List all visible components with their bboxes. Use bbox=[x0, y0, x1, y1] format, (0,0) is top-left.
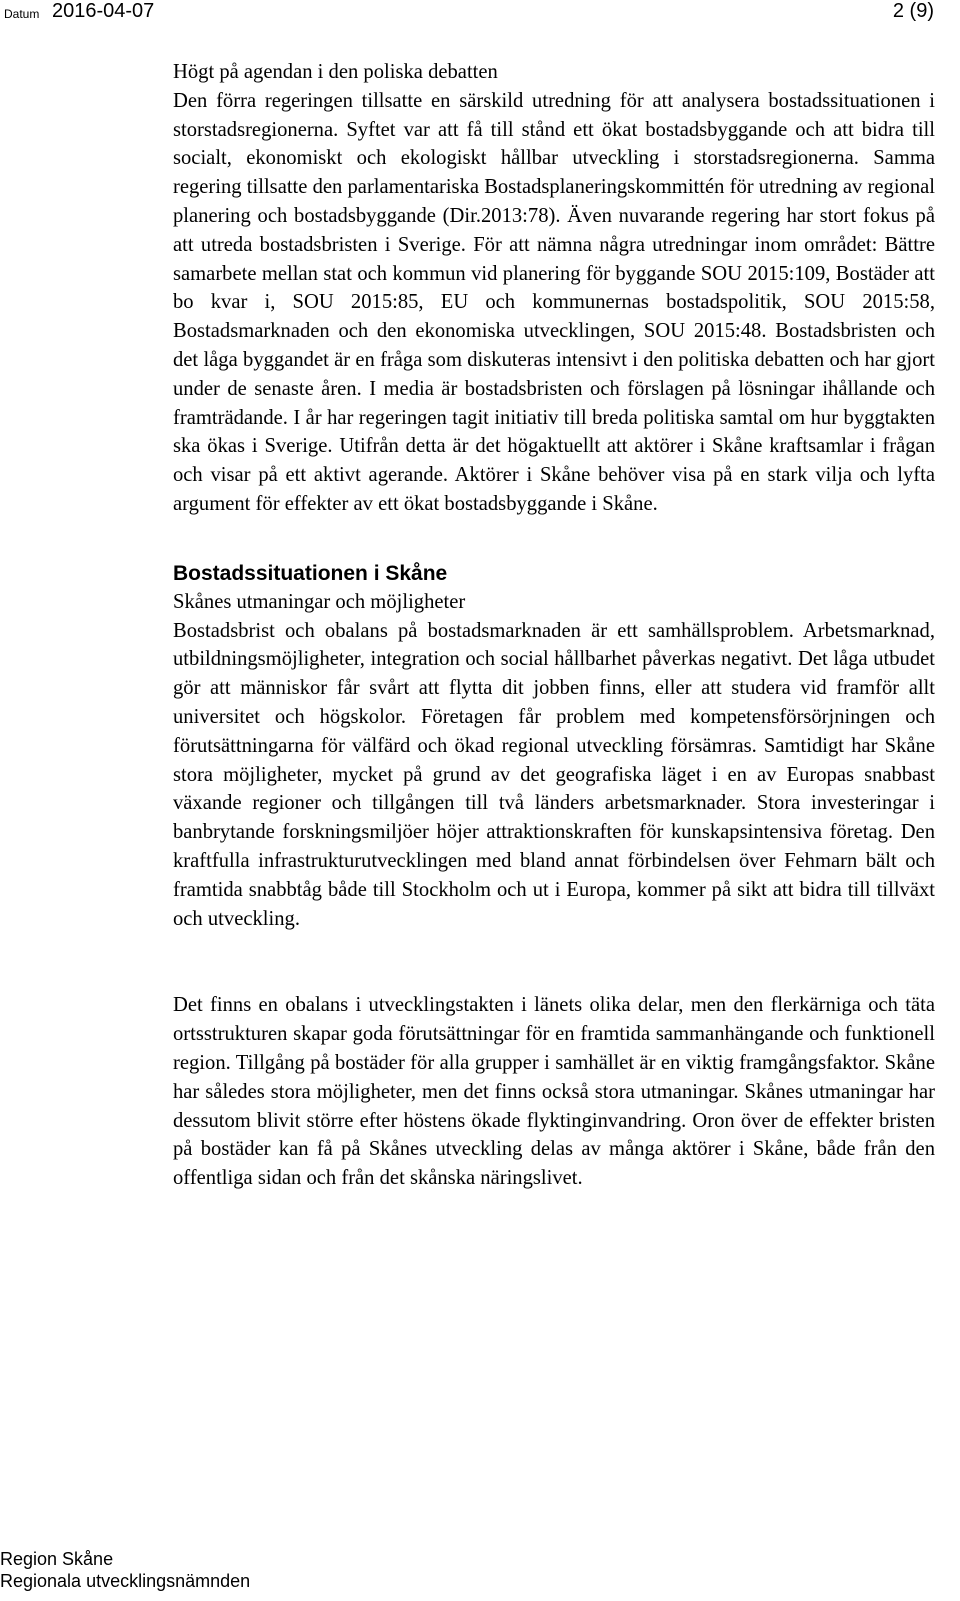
section-paragraph: Bostadsbrist och obalans på bostadsmarknaden är ett samhällsproblem. Arbetsmarknad, utbildningsmöjligheter, integration och social hållbarhet påverkas negativt. Det låga utbudet gör att människor får svårt att flytta dit jobben finns, eller att studera vid framför allt universitet och högskolor. Företagen får problem med kompetensförsörjningen och förutsättningarna för välfärd och ökad regional utveckling försämras. Samtidigt har Skåne stora möjligheter, mycket på grund av det geografiska läget i en av Europas snabbast växande regioner och tillgången till två länders arbetsmarknader. Stora investeringar i banbrytande forskningsmiljöer höjer attraktionskraften för kunskapsintensiva företag. Den kraftfulla infrastrukturutvecklingen med bland annat förbindelsen över Fehmarn bält och framtida snabbtåg både till Stockholm och ut i Europa, kommer på sikt att bidra till tillväxt och utveckling. bbox=[173, 619, 935, 930]
section-title: Högt på agendan i den poliska debatten bbox=[173, 61, 498, 83]
section-subtitle: Skånes utmaningar och möjligheter bbox=[173, 590, 466, 613]
page-footer bbox=[0, 1548, 250, 1592]
footer-department: Regionala utvecklingsnämnden bbox=[0, 1571, 251, 1591]
section-paragraph: Den förra regeringen tillsatte en särskild utredning för att analysera bostadssituationen i storstadsregionerna. Syftet var att få till stånd ett ökat bostadsbyggande och att bidra till socialt, ekonomiskt och ekologiskt hållbar utveckling i storstadsregionerna. Samma regering tillsatte den parlamentariska Bostadsplaneringskommittén för utredning av regional planering och bostadsbyggande (Dir.2013:78). Även nuvarande regering har stort fokus på att utreda bostadsbristen i Sverige. För att nämna några utredningar inom området: Bättre samarbete mellan stat och kommun vid planering för byggande SOU 2015:109, Bostäder att bo kvar i, SOU 2015:85, EU och kommunernas bostadspolitik, SOU 2015:58, Bostadsmarknaden och den ekonomiska utvecklingen, SOU 2015:48. Bostadsbristen och det låga byggandet är en fråga som diskuteras intensivt i den politiska debatten och har gjort under de senaste åren. I media är bostadsbristen och förslagen på lösningar ihållande och framträdande. I år har regeringen tagit initiativ till breda politiska samtal om hur byggtakten ska ökas i Sverige. Utifrån detta är det högaktuellt att aktörer i Skåne kraftsamlar i frågan och visar på ett aktivt agerande. Aktörer i Skåne behöver visa på en stark vilja och lyfta argument för effekter av ett ökat bostadsbyggande i Skåne. bbox=[173, 89, 935, 515]
paragraph-gap bbox=[173, 933, 935, 991]
page-number: 2 (9) bbox=[892, 0, 934, 22]
section-heading: Bostadssituationen i Skåne bbox=[173, 561, 448, 585]
footer-organization: Region Skåne bbox=[0, 1549, 114, 1569]
document-body bbox=[173, 58, 935, 1193]
date-value: 2016-04-07 bbox=[52, 0, 155, 22]
date-label: Datum bbox=[4, 7, 40, 21]
section-paragraph: Det finns en obalans i utvecklingstakten i länets olika delar, men den flerkärniga och täta ortsstrukturen skapar goda förutsättningar för en framtida sammanhängande och funktionell region. Tillgång på bostäder för alla grupper i samhället är en viktig framgångsfaktor. Skåne har således stora möjligheter, men det finns också stora utmaningar. Skånes utmaningar har dessutom blivit större efter höstens ökade flyktinginvandring. Oron över de effekter bristen på bostäder kan få på Skånes utveckling delas av många aktörer i Skåne, både från den offentliga sidan och från det skånska näringslivet. bbox=[173, 994, 935, 1190]
page-header bbox=[0, 0, 960, 40]
